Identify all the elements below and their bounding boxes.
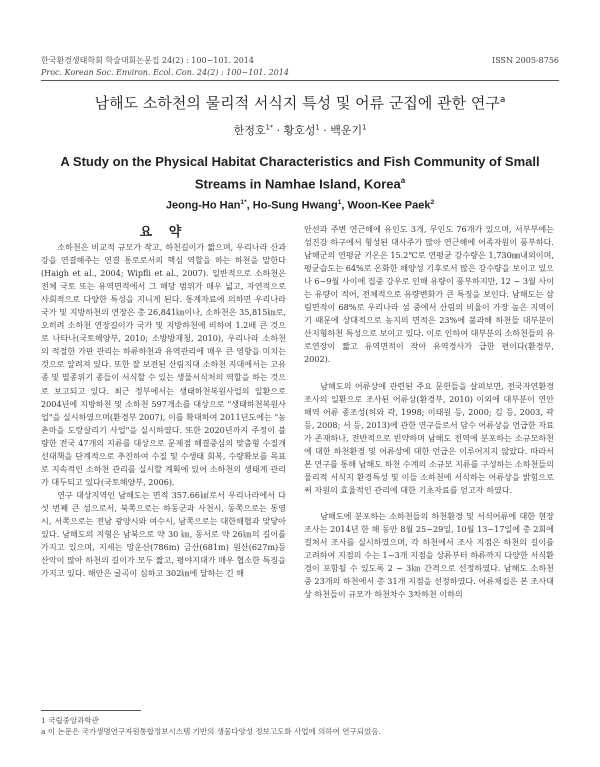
authors-en (0, 199, 600, 212)
header-rule (41, 80, 559, 81)
author-separator: · (319, 124, 331, 137)
author-separator: , (341, 199, 348, 212)
left-column (41, 241, 286, 580)
journal-header-ko (41, 55, 559, 66)
paper-title-en (40, 152, 560, 193)
body-paragraph: 남해도에 분포하는 소하천들의 하천환경 및 서식어류에 대한 현장조사는 2014년 한 해 동안 8월 25~29일, 10월 13~17일에 총 2회에 걸쳐서 조사를 실시하였으며, 각 하천에서 조사 지점은 하천의 길이를 고려하여 지점의 수는 1~3개 지점을 상류부터 하류까지 다양한 서식환경이 포함될 수 있도록 2 ~ 3㎞ 간격으로 선정하였다. 남해도 소하천 중 23개의 하천에서 총 31개 지점을 선정하였다. 어류채집은 본 조사대상 하천들이 규모가 하천차수 3차하천 이하의 (304, 510, 554, 600)
paper-title-ko (0, 92, 600, 113)
title-ko-footnote-mark: a (499, 95, 506, 105)
right-column (304, 223, 554, 601)
body-paragraph: 안선과 주변 연근해에 유인도 3개, 무인도 76개가 있으며, 서부부에는 섬진강 하구에서 형성된 대사주가 많아 연근해에 어족자원이 풍부하다. 남해군의 연평균 기온은 15.2℃로 연평균 강수량은 1,730㎜내외이며, 평균습도는 64%로 온화한 해양성 기후로서 많은 강수량을 보이고 있으나 6~9월 사이에 집중 강우로 인해 유량이 풍부하지만, 12 ~ 3월 사이는 유량이 적어, 전체적으로 유량변화가 큰 특징을 보인다. 남해도는 삼림면적이 68%로 우리나라 섬 중에서 산림의 비율이 가장 높은 지역이기 때문에 상대적으로 농지의 면적은 23%에 불과해 하천들 대부분이 산지형하천 특성으로 보이고 있다. 이로 인하여 대부분의 소하천들의 유로연장이 짧고 유역면적이 작아 유역경사가 급한 편이다(환경부, 2002). (304, 224, 555, 365)
journal-citation-en: Proc. Korean Soc. Environ. Ecol. Con. 24(2) : 100~101. 2014 (41, 68, 289, 77)
author-en-2: Ho-Sung Hwang (252, 199, 338, 212)
author-en-3-mark: 2 (430, 199, 435, 206)
abstract-heading: 요 약 (139, 225, 188, 240)
author-ko-1: 한정호 (233, 124, 266, 137)
footnote-affiliation: 1 국립중앙과학관 (41, 716, 99, 725)
author-separator: , (246, 199, 253, 212)
footnote-rule (41, 710, 141, 711)
author-ko-1-mark: 1* (265, 123, 274, 132)
title-en-text: A Study on the Physical Habitat Characteristics and Fish Community of Small Streams in Namhae Island, Korea (60, 154, 540, 192)
body-paragraph: 연구 대상지역인 남해도는 면적 357.66㎢로서 우리나라에서 다섯 번째 큰 섬으로서, 북쪽으로는 하동군과 사천시, 동쪽으로는 통영시, 서쪽으로는 전남 광양시와 여수시, 남쪽으로는 대한해협과 맞닿아 있다. 남해도의 지형은 남북으로 약 30 ㎞, 동서로 약 26㎞의 길이를 가지고 있으며, 지세는 망운산(786m) 금산(681m) 원산(627m)등 산악이 많아 하천의 길이가 모두 짧고, 평야지대가 매우 협소한 특징을 가지고 있다. 해안은 굴곡이 심하고 302㎞에 달하는 긴 해 (41, 489, 286, 579)
body-paragraph: 남해도의 어류상에 관련된 주요 문헌들을 살펴보면, 전국자연환경조사의 일환으로 조사된 어류상(환경부, 2010) 이외에 대부분이 연안해역 어류 종조성(허와 곽, 1998; 이태원 등, 2000; 김 등, 2003, 곽 등, 2008; 서 등, 2013)에 관한 연구들로서 담수 어류상을 언급한 자료가 존재하나, 전반적으로 빈약하며 남해도 전역에 분포하는 소규모하천에 대한 하천환경 및 어류상에 대한 언급은 이루어지지 않았다. 따라서 본 연구를 통해 남해도 하천 수계의 소규모 지류를 구성하는 소하천들의 물리적 서식지 환경특성 및 이들 소하천에 서식하는 어류상을 밝힘으로써 자원의 효율적인 관리에 대한 기초자료를 얻고자 하였다. (304, 380, 554, 495)
author-en-2-mark: 1 (337, 199, 342, 206)
paragraph-gap (304, 367, 554, 380)
author-en-1: Jeong-Ho Han (165, 199, 241, 212)
author-ko-3-mark: 1 (362, 123, 367, 132)
author-ko-2-mark: 1 (315, 123, 320, 132)
author-ko-3: 백운기 (330, 124, 363, 137)
authors-ko (0, 122, 600, 138)
body-paragraph: 소하천은 비교적 규모가 작고, 하천길이가 짧으며, 우리나라 산과 강을 연결해주는 연결 통로로서의 핵심 역할을 하는 하천을 말한다(Haigh et al., 2004; Wipfli et al., 2007). 일반적으로 소하천은 전체 국토 또는 유역면적에서 그 해당 범위가 매우 넓고, 자연적으로 사회적으로 다양한 특성을 지니게 된다. 통계자료에 의하면 우리나라 국가 및 지방하천의 연장은 총 26,841㎞이나, 소하천은 35,815㎞로, 오히려 소하천 연장길이가 국가 및 지방하천에 비하여 1.2배 큰 것으로 나타나(국토해양부, 2010; 소방방재청, 2010), 우리나라 소하천의 적절한 가판 관리는 하류하천과 유역관리에 매우 큰 영향을 미치는 것으로 알려져 있다. 또한 잘 보전된 산림지대 소하천 지대에서는 고유종 및 멸종위기 종들이 서식할 수 있는 생물서식처의 역할을 하는 것으로 보고되고 있다. 최근 정부에서는 생태하천복원사업의 일환으로 2004년에 지방하천 및 소하천 597개소를 대상으로 "생태하천복원사업"을 실시하였으며(환경부 2007), 이를 확대하여 2011년도에는 "농촌마을 도랑살리기 사업"을 실시하였다. 또한 2020년까지 주정이 불량한 전국 47개의 지류를 대상으로 문제점 해결중심의 맞춤형 수질개선대책을 단계적으로 추진하여 수질 및 수생태 회복, 수량확보를 목표로 지속적인 소하천 관리를 실시할 계획에 있어 소하천의 생태계 관리가 대두되고 있다(국토해양부, 2006). (41, 242, 286, 487)
footnote-funding: a 이 논문은 국가생명연구자원통합정보시스템 기반의 생물다양성 정보고도화 사업에 의하여 연구되었음. (41, 727, 381, 736)
title-en-footnote-mark: a (400, 176, 406, 185)
author-en-1-mark: 1* (240, 199, 247, 206)
journal-citation-ko: 한국환경생태학회 학술대회논문집 24(2) : 100~101. 2014 (41, 56, 254, 65)
footnotes (41, 715, 559, 737)
issn: ISSN 2005-8756 (492, 56, 559, 65)
paragraph-gap (304, 497, 554, 510)
author-ko-2: 황호성 (283, 124, 316, 137)
author-separator: · (273, 124, 284, 137)
author-en-3: Woon-Kee Paek (347, 199, 431, 212)
title-ko-text: 남해도 소하천의 물리적 서식지 특성 및 어류 군집에 관한 연구 (94, 94, 500, 112)
